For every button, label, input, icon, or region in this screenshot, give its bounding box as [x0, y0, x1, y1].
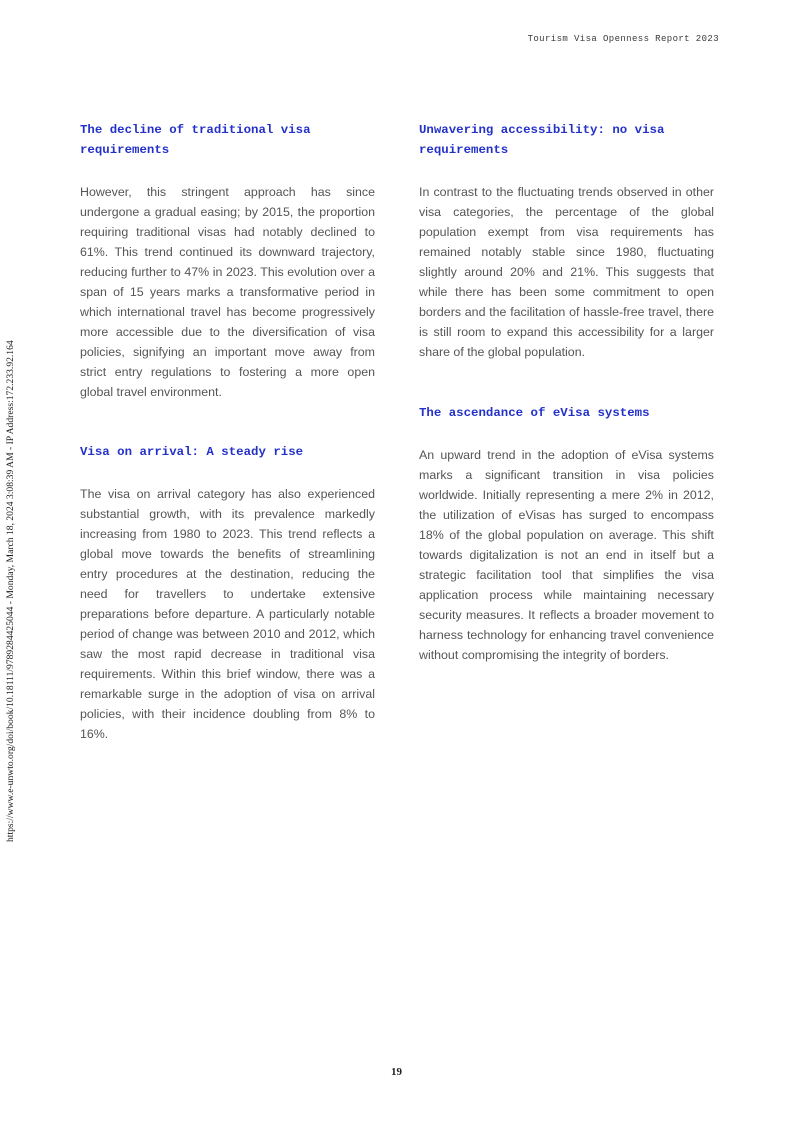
- side-access-stamp: [5, 278, 17, 842]
- section-body: However, this stringent approach has since undergone a gradual easing; by 2015, the proportion requiring traditional visas had notably declined to 61%. This trend continued its downward trajectory, reducing further to 47% in 2023. This evolution over a span of 15 years marks a transformative period in which international travel has become progressively more accessible due to the diversification of visa policies, signifying an important move away from strict entry regulations to fostering a more open global travel environment.: [80, 185, 375, 399]
- section-heading: Visa on arrival: A steady rise: [80, 445, 304, 459]
- section-heading: The ascendance of eVisa systems: [419, 406, 650, 420]
- section-body: In contrast to the fluctuating trends observed in other visa categories, the percentage of the global population exempt from visa requirements has remained notably stable since 1980, fluctuating slightly around 20% and 21%. This suggests that while there has been some commitment to open borders and the facilitation of hassle-free travel, there is still room to expand this accessibility for a larger share of the global population.: [419, 185, 714, 359]
- section-heading: The decline of traditional visa requirements: [80, 123, 311, 157]
- section-evisa-systems: [419, 403, 714, 665]
- page-number: 19: [391, 1066, 402, 1078]
- right-column: [419, 120, 714, 665]
- left-column: [80, 120, 375, 744]
- running-header: Tourism Visa Openness Report 2023: [527, 34, 719, 44]
- section-heading: Unwavering accessibility: no visa requirements: [419, 123, 665, 157]
- section-body: An upward trend in the adoption of eVisa systems marks a significant transition in visa policies worldwide. Initially representing a mere 2% in 2012, the utilization of eVisas has surged to encompass 18% of the global population on average. This shift towards digitalization is not an end in itself but a strategic facilitation tool that simplifies the visa application process while maintaining necessary security measures. It reflects a broader movement to harness technology for enhancing travel convenience without compromising the integrity of borders.: [419, 448, 714, 662]
- side-access-stamp-text: https://www.e-unwto.org/doi/book/10.18111/9789284425044 - Monday, March 18, 2024 3:08:39 AM - IP Address:172.233.92.164: [5, 340, 16, 842]
- section-no-visa-requirements: [419, 120, 714, 362]
- section-visa-on-arrival: [80, 442, 375, 744]
- section-body: The visa on arrival category has also experienced substantial growth, with its prevalence markedly increasing from 1980 to 2023. This trend reflects a global move towards the benefits of streamlining entry procedures at the destination, reducing the need for travellers to undertake extensive preparations before departure. A particularly notable period of change was between 2010 and 2012, which saw the most rapid decrease in traditional visa requirements. Within this brief window, there was a remarkable surge in the adoption of visa on arrival policies, with their incidence doubling from 8% to 16%.: [80, 487, 375, 741]
- section-decline-traditional-visa: [80, 120, 375, 402]
